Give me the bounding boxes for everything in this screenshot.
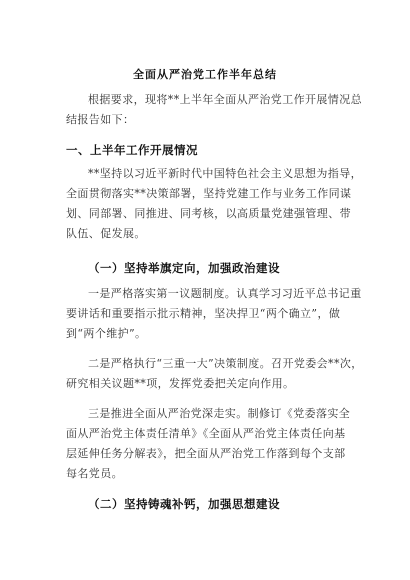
subsection1-paragraph-3 (66, 404, 352, 484)
intro-line-1: 根据要求，现将**上半年全面从严治党工作开展情况总 (88, 93, 362, 106)
section1-paragraph (66, 164, 362, 244)
subsection1-paragraph-2 (66, 354, 363, 394)
sub1-p3-line-2: 面从严治党主体责任清单》《全面从严治党主体责任向基 (66, 427, 346, 440)
subsection-heading-1: （一）坚持举旗定向，加强政治建设 (88, 261, 280, 275)
intro-paragraph (66, 90, 362, 130)
sub1-p3-line-4: 每名党员。 (66, 467, 123, 480)
section1-line-1: **坚持以习近平新时代中国特色社会主义思想为指导， (88, 167, 362, 180)
subsection1-paragraph-1 (66, 284, 362, 344)
sub1-p1-line-1: 一是严格落实第一议题制度。认真学习习近平总书记重 (88, 287, 362, 300)
sub1-p2-line-1: 二是严格执行“三重一大”决策制度。召开党委会**次， (88, 357, 363, 370)
sub1-p1-line-3: 到“两个维护”。 (66, 327, 147, 340)
section1-line-4: 队伍、促发展。 (66, 227, 146, 240)
subsection-heading-2: （二）坚持铸魂补钙，加强思想建设 (88, 497, 280, 511)
section-heading-1: 一、上半年工作开展情况 (66, 143, 198, 157)
section1-line-3: 划、同部署、同推进、同考核，以高质量党建强管理、带 (66, 207, 351, 220)
section1-line-2: 全面贯彻落实**决策部署，坚持党建工作与业务工作同谋 (66, 187, 352, 200)
sub1-p2-line-2: 研究相关议题**项，发挥党委把关定向作用。 (66, 377, 295, 390)
sub1-p3-line-1: 三是推进全面从严治党深走实。制修订《党委落实全 (88, 407, 351, 420)
intro-line-2: 结报告如下： (66, 113, 135, 126)
document-title: 全面从严治党工作半年总结 (133, 68, 277, 81)
sub1-p3-line-3: 层延伸任务分解表》，把全面从严治党工作落到每个支部 (66, 447, 346, 460)
sub1-p1-line-2: 要讲话和重要指示批示精神，坚决捍卫“两个确立”，做 (66, 307, 341, 320)
